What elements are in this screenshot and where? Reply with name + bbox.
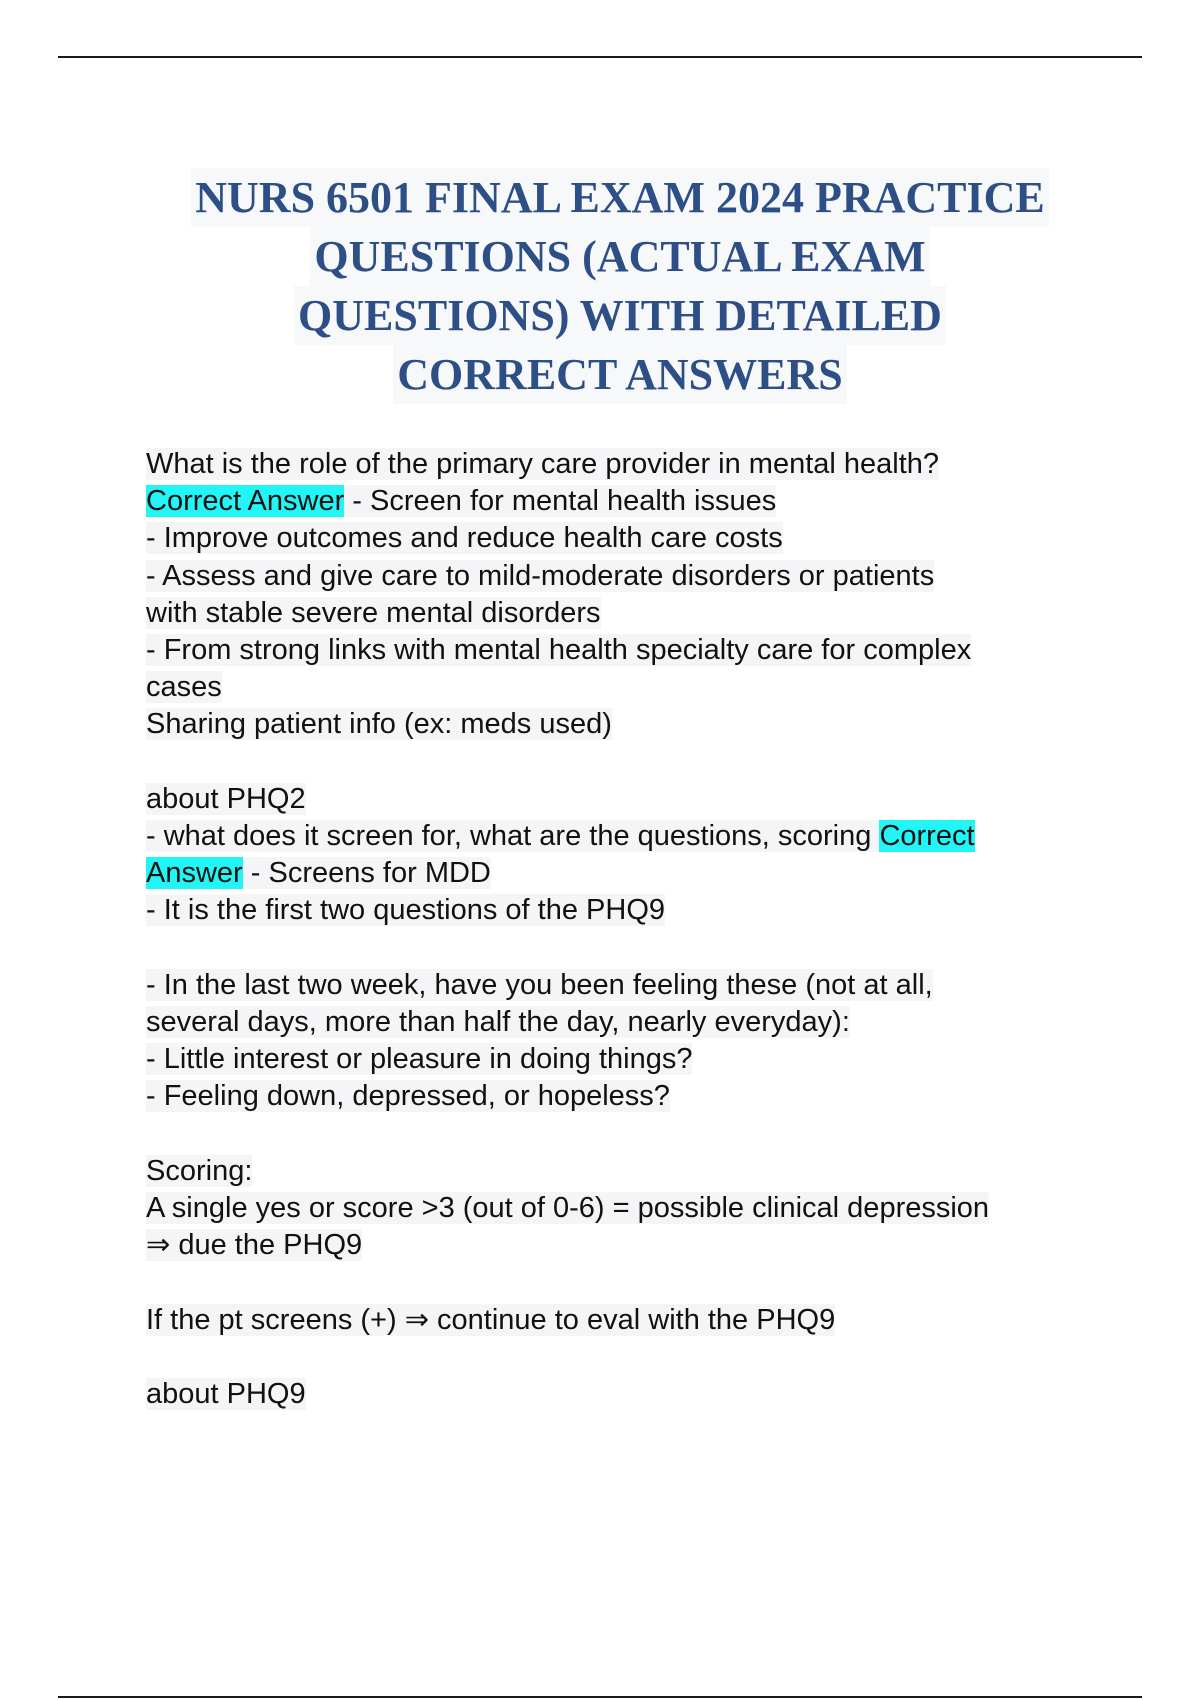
q2-answer-line: - Feeling down, depressed, or hopeless? <box>146 1080 670 1113</box>
q1-answer-line: - From strong links with mental health specialty care for complex <box>146 634 972 667</box>
q2-answer-line: - Little interest or pleasure in doing things? <box>146 1043 693 1076</box>
q1-answer-line: - Assess and give care to mild-moderate disorders or patients <box>146 559 935 592</box>
title-line-1: NURS 6501 FINAL EXAM 2024 PRACTICE <box>191 168 1049 227</box>
document-body <box>146 446 1096 1413</box>
title-line-2: QUESTIONS (ACTUAL EXAM <box>310 227 929 286</box>
q2-question-line-2: - what does it screen for, what are the questions, scoring Correct <box>146 820 975 853</box>
q1-answer-line: Sharing patient info (ex: meds used) <box>146 708 612 741</box>
top-rule <box>58 56 1142 58</box>
q1-answer-line: cases <box>146 671 222 704</box>
spacer <box>146 1339 1096 1376</box>
spacer <box>146 930 1096 967</box>
spacer <box>146 744 1096 781</box>
q2-scoring-heading: Scoring: <box>146 1154 253 1187</box>
q2-answer-line: - It is the first two questions of the PHQ9 <box>146 894 665 927</box>
spacer <box>146 1264 1096 1301</box>
spacer <box>146 1116 1096 1153</box>
document-title <box>140 168 1100 404</box>
q3-question: about PHQ9 <box>146 1378 306 1410</box>
q2-question-line-1: about PHQ2 <box>146 782 306 815</box>
q2-scoring-line: ⇒ due the PHQ9 <box>146 1229 363 1262</box>
q1-question: What is the role of the primary care provider in mental health? <box>146 448 940 480</box>
q1-answer-first: Correct Answer - Screen for mental health issues <box>146 485 777 518</box>
q2-answer-line: - In the last two week, have you been feeling these (not at all, <box>146 968 933 1001</box>
title-line-4: CORRECT ANSWERS <box>393 345 846 404</box>
correct-answer-highlight: Correct Answer <box>146 485 345 518</box>
correct-answer-highlight: Answer <box>146 857 243 890</box>
q1-answer-line: - Improve outcomes and reduce health care costs <box>146 522 783 555</box>
q2-answer-first: Answer - Screens for MDD <box>146 857 491 890</box>
title-line-3: QUESTIONS) WITH DETAILED <box>294 286 946 345</box>
bottom-rule <box>58 1696 1142 1698</box>
q2-answer-line: several days, more than half the day, nearly everyday): <box>146 1006 850 1039</box>
q2-followup-line: If the pt screens (+) ⇒ continue to eval with the PHQ9 <box>146 1303 836 1336</box>
q1-answer-line: with stable severe mental disorders <box>146 596 601 629</box>
correct-answer-highlight: Correct <box>879 820 975 853</box>
q2-scoring-line: A single yes or score >3 (out of 0-6) = possible clinical depression <box>146 1192 990 1225</box>
